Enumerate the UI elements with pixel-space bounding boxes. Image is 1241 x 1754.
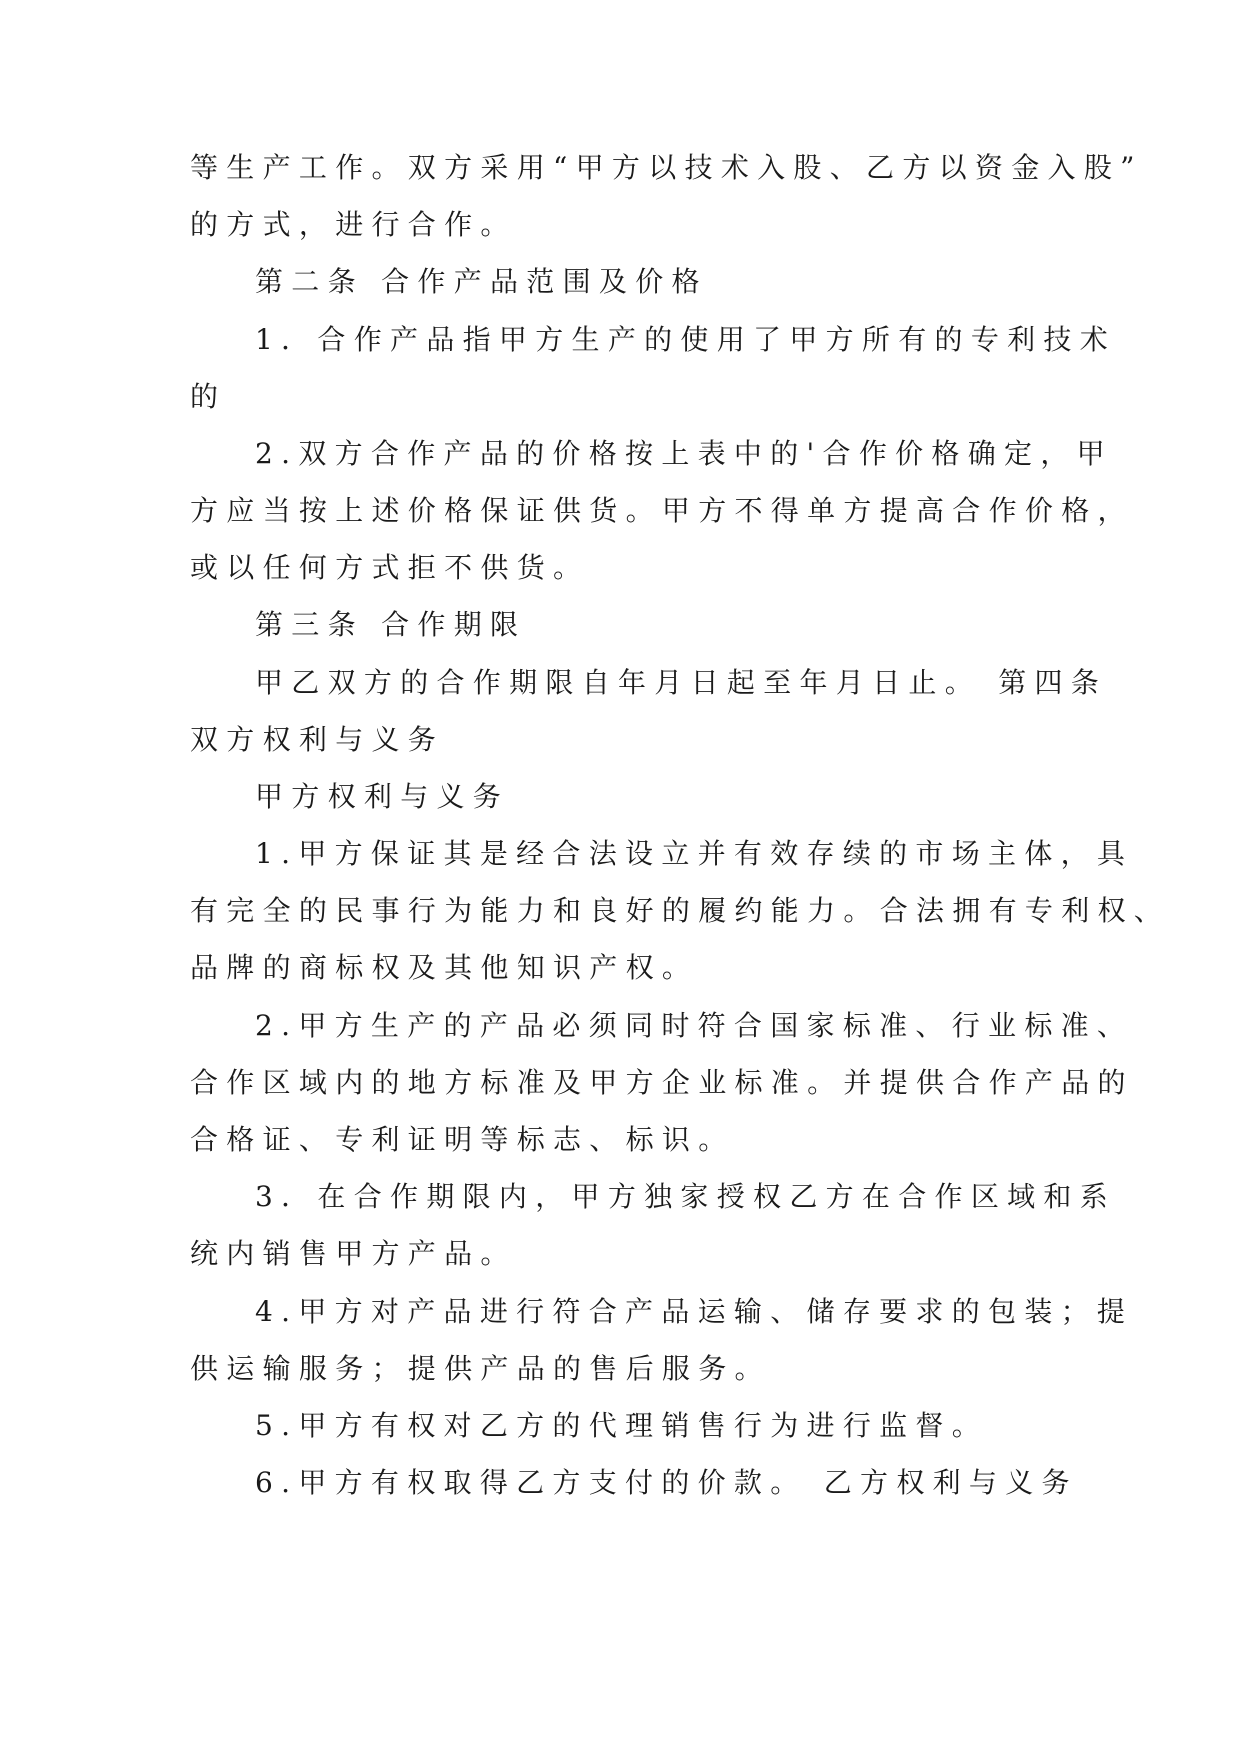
text-line: 品牌的商标权及其他知识产权。 [190,951,699,984]
text-line: 的 [190,380,227,413]
text-line: 或以任何方式拒不供货。 [190,551,590,584]
text-line: 1．合作产品指甲方生产的使用了甲方所有的专利技术 [255,323,1117,356]
text-line: 甲乙双方的合作期限自年月日起至年月日止。 第四条 [255,666,1108,699]
text-line: 有完全的民事行为能力和良好的履约能力。合法拥有专利权、 [190,894,1171,927]
text-line: 4.甲方对产品进行符合产品运输、储存要求的包装；提 [255,1295,1134,1328]
article-heading: 第二条 合作产品范围及价格 [255,265,708,298]
text-line: 双方权利与义务 [190,723,445,756]
text-line: 的方式，进行合作。 [190,208,517,241]
text-line: 等生产工作。双方采用“甲方以技术入股、乙方以资金入股” [190,151,1143,184]
text-line: 合作区域内的地方标准及甲方企业标准。并提供合作产品的 [190,1066,1134,1099]
text-line: 合格证、专利证明等标志、标识。 [190,1123,735,1156]
text-line: 方应当按上述价格保证供货。甲方不得单方提高合作价格， [190,494,1134,527]
text-line: 3．在合作期限内，甲方独家授权乙方在合作区域和系 [255,1180,1117,1213]
section-heading: 甲方权利与义务 [255,780,510,813]
text-line: 1.甲方保证其是经合法设立并有效存续的市场主体，具 [255,837,1134,870]
text-line: 统内销售甲方产品。 [190,1237,517,1270]
text-line: 供运输服务；提供产品的售后服务。 [190,1352,771,1385]
text-line: 5.甲方有权对乙方的代理销售行为进行监督。 [255,1409,989,1442]
article-heading: 第三条 合作期限 [255,608,527,641]
text-line: 2.甲方生产的产品必须同时符合国家标准、行业标准、 [255,1009,1134,1042]
text-line: 2.双方合作产品的价格按上表中的'合作价格确定，甲 [255,437,1113,470]
text-line: 6.甲方有权取得乙方支付的价款。 乙方权利与义务 [255,1466,1078,1499]
